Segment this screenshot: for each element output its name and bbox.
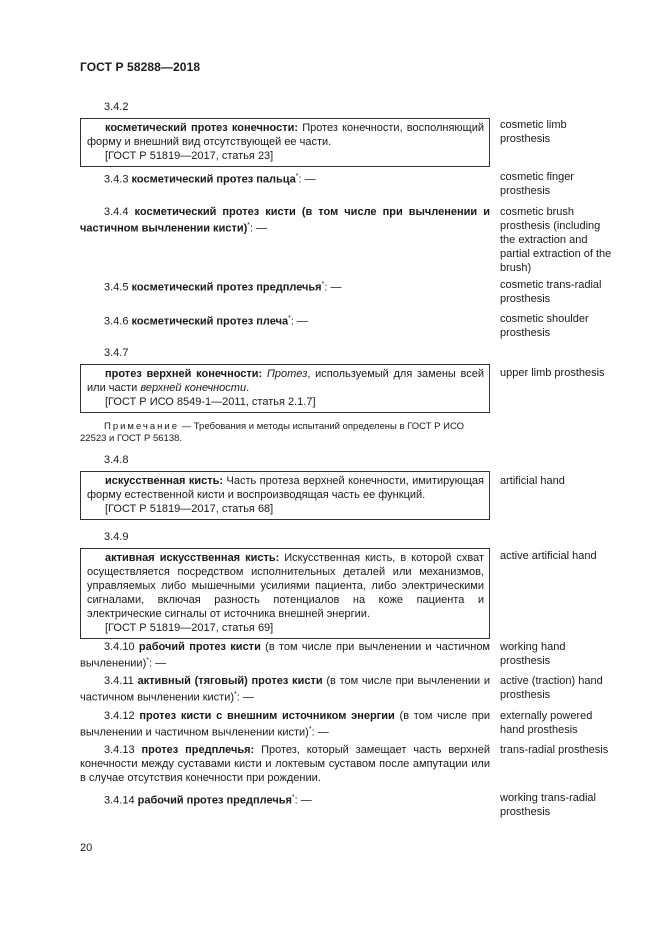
- definition-frame: [80, 548, 490, 639]
- asterisk-mark: *: [247, 222, 250, 229]
- term-entry-3-4-10: [80, 640, 614, 671]
- english-equivalent: working hand prosthesis: [500, 641, 566, 667]
- definition-text: [80, 791, 490, 808]
- english-equivalent: upper limb prosthesis: [500, 367, 605, 379]
- term-entry-3-4-7: [80, 346, 614, 413]
- term-number: 3.4.3: [104, 173, 132, 186]
- term-entry-3-4-4: [80, 205, 614, 274]
- term-dash: : —: [294, 794, 312, 807]
- term-source: [ГОСТ Р 51819—2017, статья 68]: [105, 503, 274, 515]
- term-name: косметический протез конечности:: [105, 122, 299, 134]
- definition-text: [80, 312, 490, 329]
- term-name: активная искусственная кисть:: [105, 552, 280, 564]
- term-dash: : —: [250, 222, 268, 235]
- definition-text: [87, 121, 484, 149]
- term-number: 3.4.6: [104, 315, 132, 328]
- term-entry-3-4-5: [80, 278, 614, 305]
- english-equivalent: active (traction) hand prosthesis: [500, 675, 603, 701]
- page-number: 20: [80, 842, 93, 854]
- term-number: 3.4.8: [104, 454, 129, 466]
- term-number: 3.4.13: [104, 744, 142, 756]
- term-number: 3.4.2: [104, 101, 129, 113]
- term-number: 3.4.9: [104, 531, 129, 543]
- term-number: 3.4.12: [104, 710, 140, 722]
- term-entry-3-4-11: [80, 674, 614, 705]
- term-number: 3.4.7: [104, 347, 129, 359]
- definition-part: , используемый для замены всей или части: [87, 368, 484, 394]
- term-dash: : —: [290, 315, 308, 328]
- term-source: [ГОСТ Р ИСО 8549-1—2011, статья 2.1.7]: [105, 396, 316, 408]
- term-dash: : —: [148, 657, 167, 670]
- asterisk-mark: *: [146, 657, 149, 664]
- definition-link: Протез: [266, 368, 308, 380]
- english-equivalent: cosmetic limb prosthesis: [500, 119, 567, 145]
- english-equivalent: cosmetic brush prosthesis (including the extraction and partial extraction of the brush): [500, 206, 612, 274]
- term-entry-3-4-9: [80, 530, 614, 639]
- term-definition: Часть протеза верхней конечности, имитирующая форму естественной кисти и воспроизводящая часть ее функций.: [87, 475, 485, 501]
- asterisk-mark: *: [234, 691, 237, 698]
- note-text: — Требования и методы испытаний определены в ГОСТ Р ИСО 22523 и ГОСТ Р 56138.: [80, 421, 464, 444]
- english-equivalent: working trans-radial prosthesis: [500, 792, 596, 818]
- english-equivalent: artificial hand: [500, 475, 565, 487]
- term-name: активный (тяговый) протез кисти: [137, 675, 323, 687]
- term-entry-3-4-13: [80, 743, 614, 785]
- term-entry-3-4-2: [80, 100, 614, 167]
- english-equivalent: cosmetic shoulder prosthesis: [500, 313, 589, 339]
- term-qualifier: (в том числе при вычленении и частичном вычленении): [80, 641, 490, 670]
- term-name: протез кисти с внешним источником энергии: [139, 710, 395, 722]
- english-equivalent: cosmetic trans-radial prosthesis: [500, 279, 602, 305]
- term-number: 3.4.11: [104, 675, 138, 687]
- term-name: протез предплечья:: [141, 744, 255, 756]
- english-equivalent: cosmetic finger prosthesis: [500, 171, 574, 197]
- definition-frame: [80, 471, 490, 520]
- document-header: ГОСТ Р 58288—2018: [80, 60, 201, 74]
- term-name: косметический протез предплечья: [131, 281, 322, 294]
- definition-text: [80, 640, 490, 671]
- asterisk-mark: *: [321, 281, 325, 288]
- asterisk-mark: *: [291, 794, 295, 801]
- term-dash: : —: [298, 173, 316, 186]
- definition-text: [80, 709, 490, 740]
- term-entry-3-4-12: [80, 709, 614, 740]
- term-number: 3.4.4: [104, 206, 135, 218]
- term-qualifier: (в том числе при вычленении и частичном вычленении кисти): [80, 675, 491, 704]
- definition-part: .: [246, 382, 250, 394]
- definition-text: [87, 367, 484, 395]
- term-name: косметический протез плеча: [131, 315, 289, 328]
- definition-text: [80, 674, 490, 705]
- definition-link: верхней конечности: [140, 382, 247, 394]
- term-entry-3-4-3: [80, 170, 614, 197]
- term-dash: : —: [324, 281, 342, 294]
- definition-text: [80, 205, 490, 236]
- term-number: 3.4.5: [104, 281, 132, 294]
- term-definition: Искусственная кисть, в которой схват осуществляется посредством исполнительных деталей или механизмов, управляемых либо мышечными усилиями пациента, либо электрическими сигналами, включая разность потенциалов на коже пациента и электрические сигналы от источника внешней энергии.: [87, 552, 485, 620]
- term-name: рабочий протез кисти: [138, 641, 261, 653]
- asterisk-mark: *: [288, 315, 291, 322]
- english-equivalent: active artificial hand: [500, 550, 597, 562]
- definition-text: [80, 743, 490, 785]
- term-definition: Протез, который замещает часть верхней конечности между суставами кисти и локтевым суставом после ампутации или в случае отсутствия конечности при рождении.: [80, 744, 491, 784]
- term-name: рабочий протез предплечья: [137, 794, 292, 807]
- term-source: [ГОСТ Р 51819—2017, статья 23]: [105, 150, 274, 162]
- definition-frame: [80, 118, 490, 167]
- english-equivalent: externally powered hand prosthesis: [500, 710, 593, 736]
- term-source: [ГОСТ Р 51819—2017, статья 69]: [105, 622, 274, 634]
- term-name: косметический протез кисти (в том числе при вычленении и частичном вычленении кисти): [80, 206, 490, 235]
- term-number: 3.4.10: [104, 641, 139, 653]
- definition-text: [80, 170, 490, 187]
- english-equivalent: trans-radial prosthesis: [500, 744, 609, 756]
- definition-frame: [80, 364, 490, 413]
- term-entry-3-4-6: [80, 312, 614, 339]
- term-entry-3-4-14: [80, 791, 614, 818]
- term-entry-3-4-8: [80, 453, 614, 520]
- term-name: протез верхней конечности:: [105, 368, 263, 380]
- term-dash: : —: [236, 691, 254, 704]
- term-number: 3.4.14: [104, 794, 138, 807]
- note-label: Примечание: [104, 421, 179, 432]
- term-name: искусственная кисть:: [105, 475, 224, 487]
- term-definition: Протез конечности, восполняющий форму и внешний вид отсутствующей ее части.: [87, 122, 484, 148]
- asterisk-mark: *: [295, 173, 299, 180]
- definition-text: [87, 551, 484, 621]
- definition-text: [87, 474, 484, 502]
- term-dash: : —: [311, 726, 329, 739]
- definition-text: [80, 278, 490, 295]
- term-name: косметический протез пальца: [131, 173, 296, 186]
- term-qualifier: (в том числе при вычленении и частичном вычленении кисти): [80, 710, 490, 739]
- note: [80, 421, 490, 445]
- asterisk-mark: *: [308, 726, 312, 733]
